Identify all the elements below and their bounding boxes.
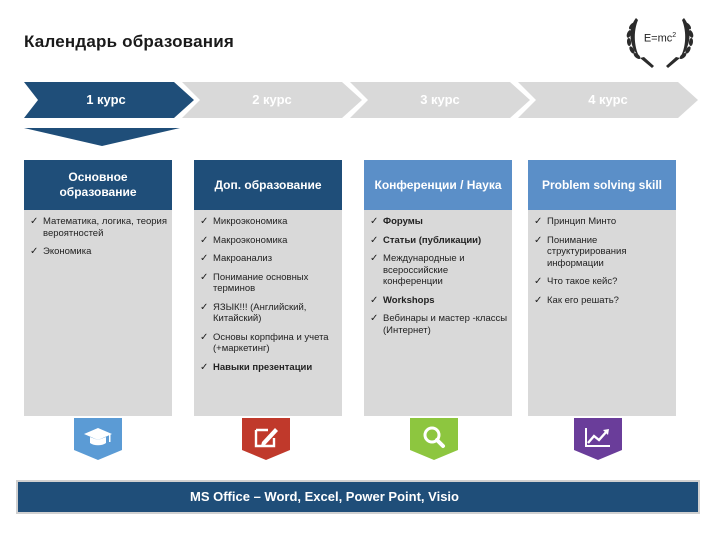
column-items <box>528 210 676 306</box>
checkmark-icon: ✓ <box>534 216 543 227</box>
checkmark-icon: ✓ <box>370 313 379 324</box>
column-items <box>24 210 172 258</box>
list-item <box>200 302 338 325</box>
list-item-text: Форумы <box>383 216 423 227</box>
list-item <box>200 253 338 265</box>
search-icon <box>410 418 458 460</box>
list-item <box>370 253 508 288</box>
tab-course-1-label: 1 курс <box>86 92 126 107</box>
column-problem-solving <box>528 160 676 416</box>
checkmark-icon: ✓ <box>200 271 209 283</box>
list-item <box>30 216 168 239</box>
list-item <box>30 246 168 258</box>
list-item <box>370 235 508 247</box>
checkmark-icon: ✓ <box>200 253 209 264</box>
list-item <box>370 313 508 336</box>
software-banner: MS Office – Word, Excel, Power Point, Visio <box>16 480 700 514</box>
checkmark-icon: ✓ <box>534 234 543 246</box>
column-header: Основное образование <box>24 160 172 210</box>
list-item-text: ЯЗЫК!!! (Английский, Китайский) <box>213 301 307 324</box>
list-item <box>534 295 672 307</box>
list-item-text: Что такое кейс? <box>547 276 618 287</box>
tab-course-3-label: 3 курс <box>420 92 460 107</box>
page-title: Календарь образования <box>24 32 235 51</box>
column-header: Problem solving skill <box>528 160 676 210</box>
column-items <box>194 210 342 373</box>
tab-course-1[interactable] <box>24 82 194 118</box>
checkmark-icon: ✓ <box>370 216 379 227</box>
list-item <box>200 362 338 374</box>
graduation-cap-icon <box>74 418 122 460</box>
logo-superscript: 2 <box>672 32 677 39</box>
checkmark-icon: ✓ <box>30 246 39 257</box>
column-items <box>364 210 512 336</box>
list-item <box>534 216 672 228</box>
column-header: Конференции / Наука <box>364 160 512 210</box>
list-item <box>200 235 338 247</box>
list-item-text: Макроанализ <box>213 253 273 264</box>
list-item-text: Основы корпфина и учета (+маркетинг) <box>213 331 329 354</box>
checkmark-icon: ✓ <box>370 253 379 264</box>
tab-course-4-label: 4 курс <box>588 92 628 107</box>
active-course-indicator <box>24 128 180 148</box>
checkmark-icon: ✓ <box>200 331 209 343</box>
checkmark-icon: ✓ <box>30 216 39 227</box>
tab-course-2-label: 2 курс <box>252 92 292 107</box>
list-item-text: Математика, логика, теория вероятностей <box>43 216 167 239</box>
list-item-text: Принцип Минто <box>547 216 617 227</box>
list-item-text: Понимание структурирования информации <box>547 234 627 269</box>
checkmark-icon: ✓ <box>200 216 209 227</box>
column-basic-education <box>24 160 172 416</box>
tab-course-3[interactable] <box>350 82 530 118</box>
checkmark-icon: ✓ <box>370 234 379 246</box>
checkmark-icon: ✓ <box>200 361 209 373</box>
list-item <box>534 276 672 288</box>
checkmark-icon: ✓ <box>200 234 209 246</box>
list-item-text: Понимание основных терминов <box>213 271 309 294</box>
list-item-text: Макроэкономика <box>213 234 288 246</box>
list-item-text: Workshops <box>383 294 435 306</box>
list-item-text: Экономика <box>43 246 92 257</box>
tab-course-2[interactable] <box>182 82 362 118</box>
column-conferences-science <box>364 160 512 416</box>
checkmark-icon: ✓ <box>534 294 543 306</box>
list-item <box>200 272 338 295</box>
checkmark-icon: ✓ <box>200 301 209 313</box>
list-item <box>200 332 338 355</box>
list-item-text: Международные и всероссийские конференции <box>383 253 465 287</box>
logo-text: E=mc <box>643 32 673 45</box>
list-item-text: Навыки презентации <box>213 361 313 373</box>
list-item <box>534 235 672 270</box>
logo <box>622 10 698 72</box>
list-item-text: Микроэкономика <box>213 216 288 227</box>
column-header: Доп. образование <box>194 160 342 210</box>
checkmark-icon: ✓ <box>534 276 543 287</box>
list-item <box>370 216 508 228</box>
checkmark-icon: ✓ <box>370 294 379 306</box>
list-item-text: Как его решать? <box>547 294 619 306</box>
tab-course-4[interactable] <box>518 82 698 118</box>
edit-icon <box>242 418 290 460</box>
list-item-text: Вебинары и мастер -классы (Интернет) <box>383 313 508 336</box>
column-additional-education <box>194 160 342 416</box>
list-item <box>200 216 338 228</box>
list-item-text: Статьи (публикации) <box>383 234 482 246</box>
list-item <box>370 295 508 307</box>
trend-chart-icon <box>574 418 622 460</box>
